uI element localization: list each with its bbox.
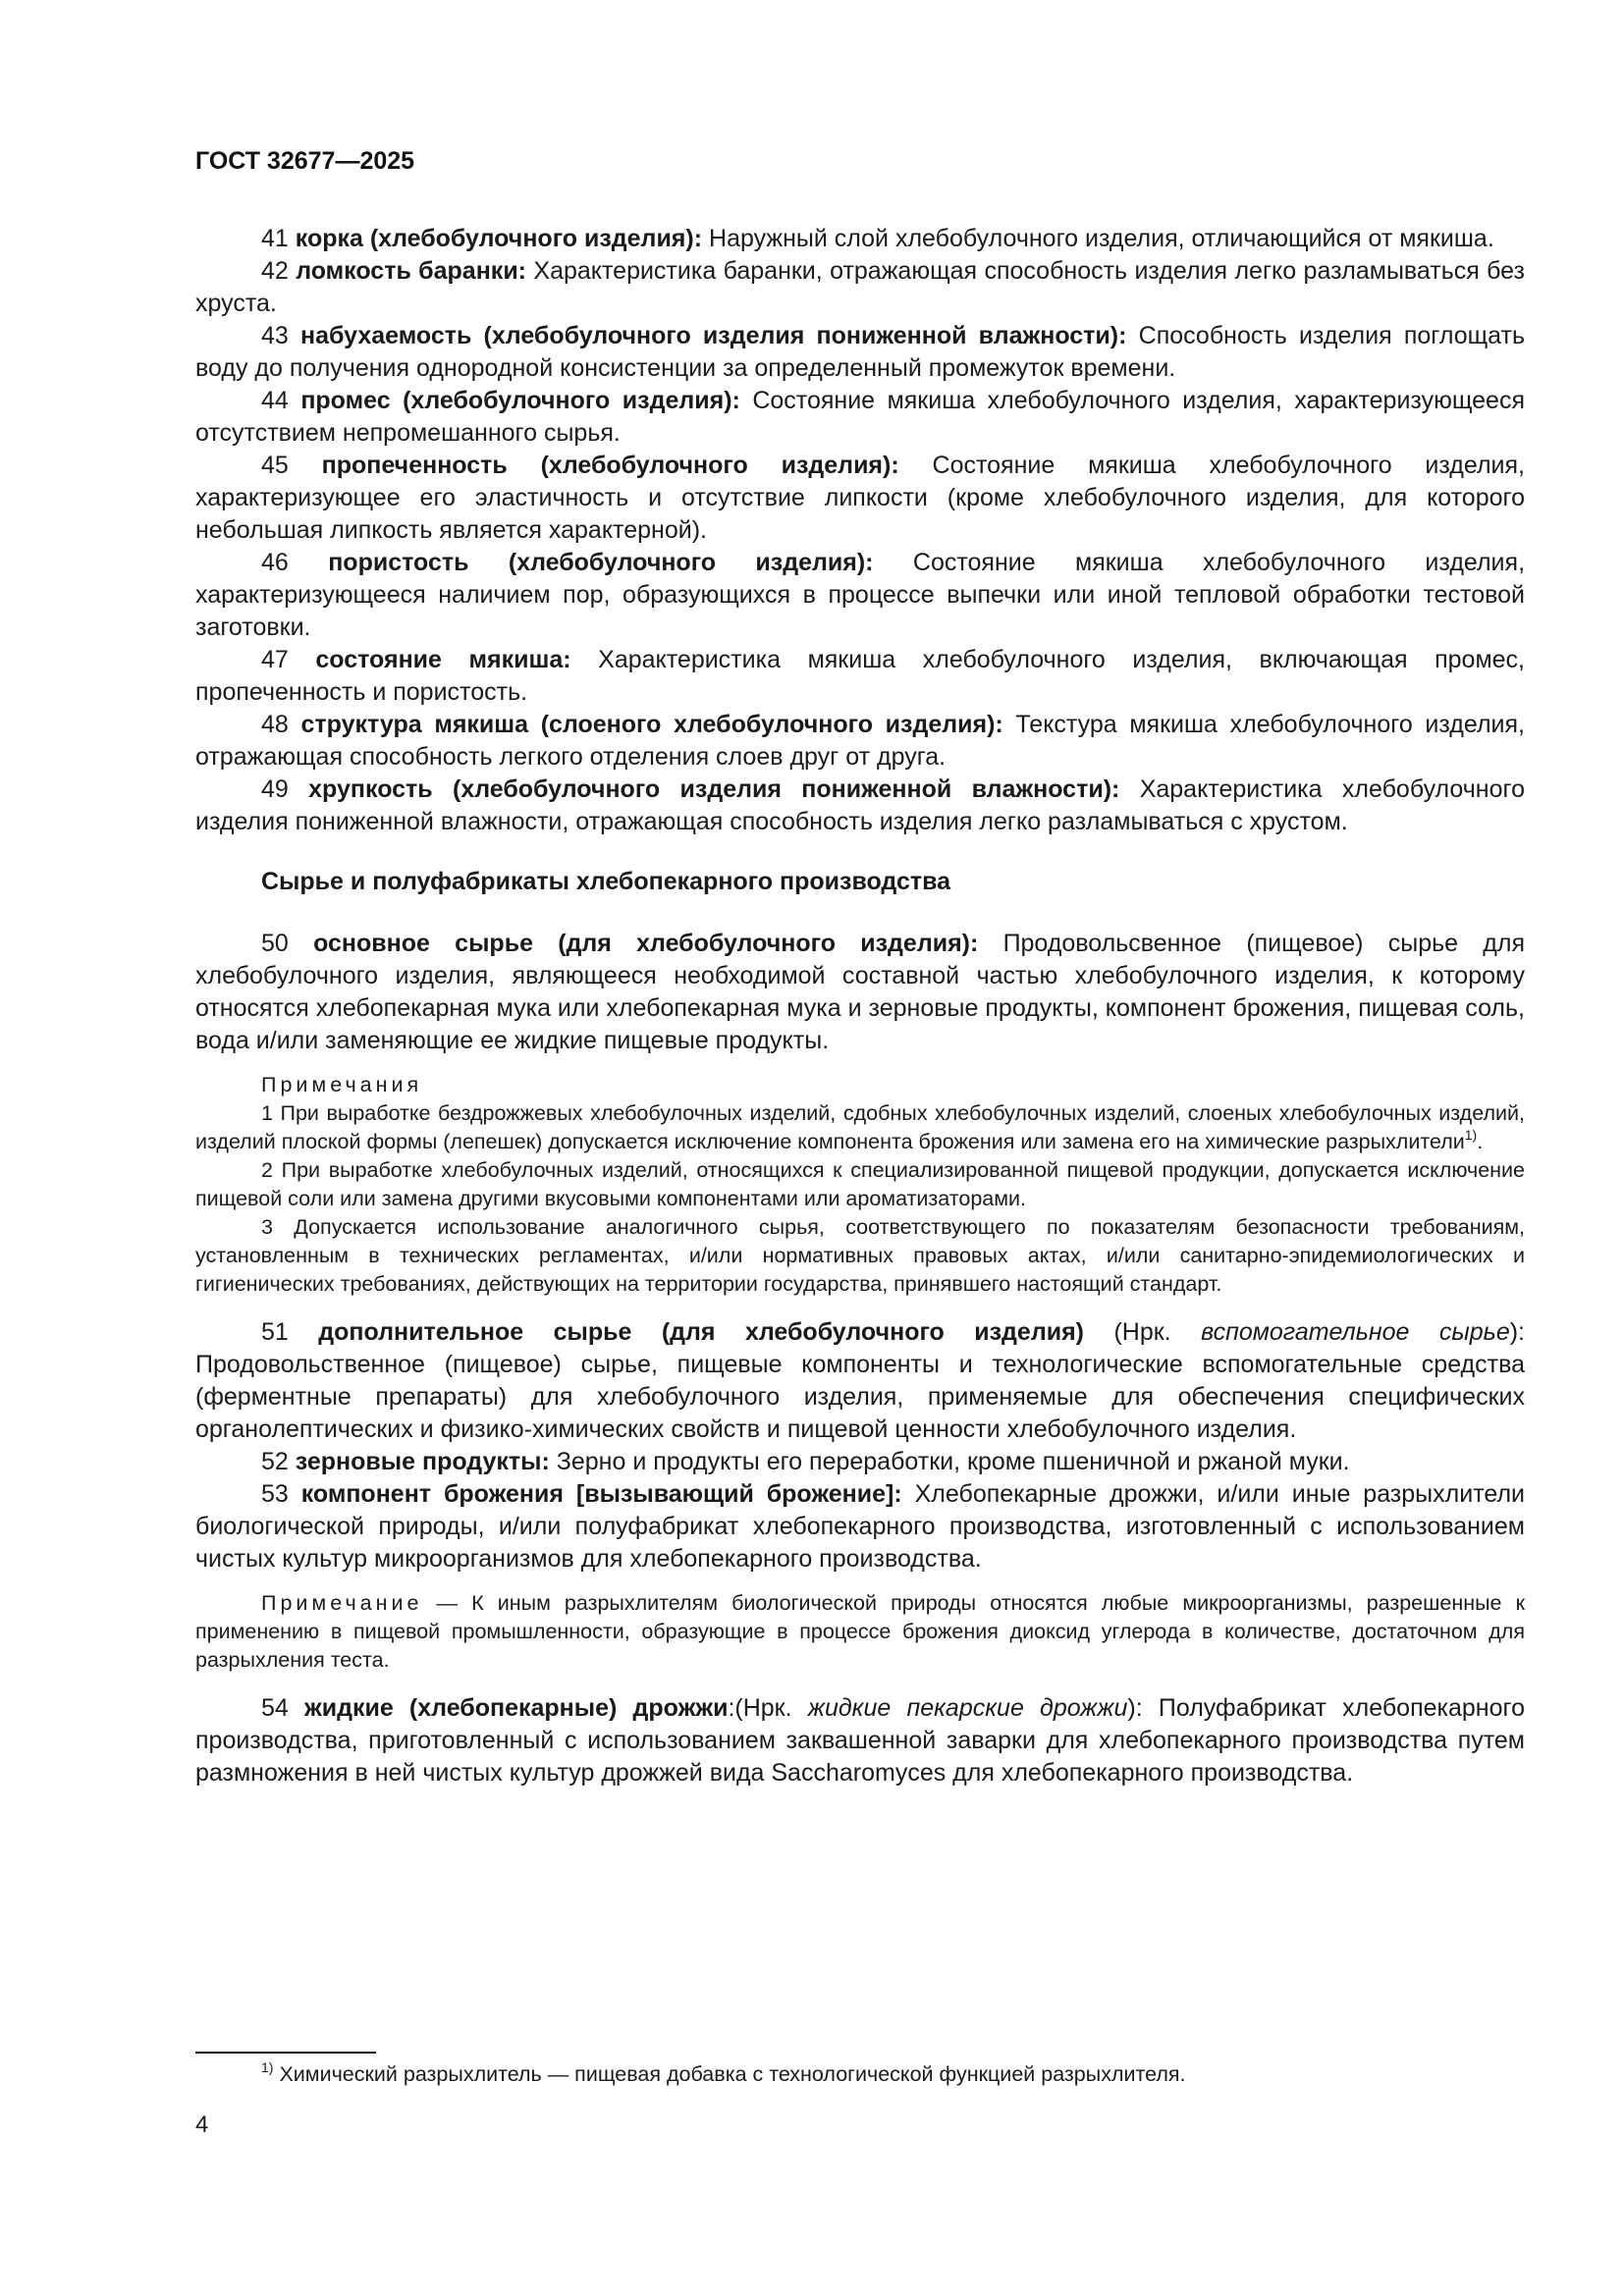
term-definition: Состояние мякиша хлебобулочного изделия, характеризующее его эластичность и отсутствие липкости (кроме хлебобулочного изделия, для которого небольшая липкость является характерной).	[195, 452, 1526, 544]
term-entry	[195, 385, 1525, 450]
term-number: 45	[261, 452, 289, 479]
note-text: При выработке хлебобулочных изделий, относящихся к специализированной пищевой продукции, допускается исключение пищевой соли или замена другими вкусовыми компонентами или ароматизаторами.	[195, 1158, 1525, 1210]
term-number: 54	[261, 1694, 289, 1722]
term-number: 52	[261, 1448, 289, 1475]
term-number: 53	[261, 1480, 289, 1508]
term-synonym: вспомогательное сырье	[1201, 1318, 1510, 1346]
term-name: основное сырье (для хлебобулочного изделия):	[313, 930, 979, 957]
note-item	[195, 1213, 1525, 1299]
term-definition: Хлебопекарные дрожжи, и/или иные разрыхлители биологической природы, и/или полуфабрикат хлебопекарного производства, изготовленный с использованием чистых культур микроорганизмов для хлебопекарного производства.	[195, 1480, 1525, 1573]
note-end: .	[1477, 1130, 1484, 1153]
term-number: 49	[261, 775, 289, 803]
term-number: 44	[261, 387, 289, 414]
term-name: промес (хлебобулочного изделия):	[300, 387, 740, 414]
term-number: 42	[261, 257, 289, 285]
term-definition: Зерно и продукты его переработки, кроме пшеничной и ржаной муки.	[556, 1448, 1350, 1475]
term-entry	[195, 1316, 1525, 1446]
synonym-suffix: ):	[1509, 1318, 1526, 1346]
term-definition: Наружный слой хлебобулочного изделия, отличающийся от мякиша.	[709, 225, 1494, 252]
term-definition: Состояние мякиша хлебобулочного изделия, характеризующееся наличием пор, образующихся в процессе выпечки или иной тепловой обработки тестовой заготовки.	[195, 549, 1526, 641]
term-definition: Способность изделия поглощать воду до получения однородной консистенции за определенный промежуток времени.	[195, 322, 1526, 382]
term-name: корка (хлебобулочного изделия):	[295, 225, 703, 252]
synonym-suffix: ):	[1127, 1694, 1143, 1722]
section-heading: Сырье и полуфабрикаты хлебопекарного производства	[261, 868, 951, 895]
term-definition: Текстура мякиша хлебобулочного изделия, отражающая способность легкого отделения слоев друг от друга.	[195, 711, 1525, 771]
document-header: ГОСТ 32677—2025	[195, 147, 415, 175]
term-definition: Характеристика мякиша хлебобулочного изделия, включающая промес, пропеченность и пористость.	[195, 646, 1525, 706]
page-number: 4	[195, 2111, 209, 2138]
note-item	[195, 1099, 1525, 1156]
term-definition: Состояние мякиша хлебобулочного изделия, характеризующееся отсутствием непромешанного сырья.	[195, 387, 1525, 447]
term-entry	[195, 928, 1525, 1057]
term-entry	[195, 774, 1525, 838]
term-number: 41	[261, 225, 289, 252]
footnote-marker: 1)	[261, 2059, 274, 2075]
term-entry	[195, 450, 1525, 547]
note-text: При выработке бездрожжевых хлебобулочных изделий, сдобных хлебобулочных изделий, слоеных хлебобулочных изделий, изделий плоской формы (лепешек) допускается исключение компонента брожения или замена его на химические разрыхлители	[195, 1101, 1525, 1153]
note-item	[195, 1589, 1525, 1675]
term-name: состояние мякиша:	[315, 646, 571, 673]
footnote-reference: 1)	[1464, 1127, 1478, 1143]
term-name: пористость (хлебобулочного изделия):	[328, 549, 874, 576]
note-text: Допускается использование аналогичного сырья, соответствующего по показателям безопасности требованиям, установленным в технических регламентах, и/или нормативных правовых актах, и/или санитарно-эпидемиологических и гигиенических требованиях, действующих на территории государства, принявшего настоящий стандарт.	[195, 1215, 1525, 1296]
term-number: 50	[261, 930, 289, 957]
term-entry	[195, 709, 1525, 774]
term-definition: Характеристика баранки, отражающая способность изделия легко разламываться без хруста.	[195, 257, 1525, 317]
term-number: 46	[261, 549, 289, 576]
synonym-prefix: :(Нрк.	[728, 1694, 792, 1722]
footnote-divider	[195, 2052, 376, 2054]
term-entry	[195, 1446, 1525, 1478]
notes-heading: Примечания	[261, 1073, 423, 1096]
term-entry	[195, 223, 1525, 255]
term-number: 51	[261, 1318, 289, 1346]
term-number: 47	[261, 646, 289, 673]
notes-block	[195, 1071, 1525, 1299]
term-definition: Полуфабрикат хлебопекарного производства, приготовленный с использованием заквашенной заварки для хлебопекарного производства путем размножения в ней чистых культур дрожжей вида Saccharomyces для хлебопекарного производства.	[195, 1694, 1525, 1787]
term-definition: Продовольственное (пищевое) сырье, пищевые компоненты и технологические вспомогательные средства (ферментные препараты) для хлебобулочного изделия, применяемые для обеспечения специфических органолептических и физико-химических свойств и пищевой ценности хлебобулочного изделия.	[195, 1351, 1525, 1443]
note-number: 3	[261, 1215, 273, 1239]
footnote-text: Химический разрыхлитель — пищевая добавка с технологической функцией разрыхлителя.	[279, 2062, 1186, 2086]
term-entry	[195, 320, 1525, 385]
term-number: 48	[261, 711, 289, 738]
term-entry	[195, 644, 1525, 709]
term-definition: Характеристика хлебобулочного изделия пониженной влажности, отражающая способность изделия легко разламываться с хрустом.	[195, 775, 1525, 835]
term-entry	[195, 1478, 1525, 1575]
term-list	[195, 223, 1525, 838]
note-block	[195, 1589, 1525, 1675]
term-name: пропеченность (хлебобулочного изделия):	[321, 452, 899, 479]
document-body	[195, 223, 1525, 1789]
term-name: ломкость баранки:	[296, 257, 527, 285]
term-synonym: жидкие пекарские дрожжи	[807, 1694, 1128, 1722]
synonym-prefix: (Нрк.	[1113, 1318, 1171, 1346]
term-name: дополнительное сырье (для хлебобулочного изделия)	[318, 1318, 1084, 1346]
term-name: структура мякиша (слоеного хлебобулочного изделия):	[300, 711, 1003, 738]
note-text: — К иным разрыхлителям биологической природы относятся любые микроорганизмы, разрешенные к применению в пищевой промышленности, образующие в процессе брожения диоксид углерода в количестве, достаточном для разрыхления теста.	[195, 1591, 1525, 1672]
term-entry	[195, 547, 1525, 644]
note-label: Примечание	[261, 1591, 423, 1615]
term-name: зерновые продукты:	[295, 1448, 550, 1475]
note-number: 1	[261, 1101, 273, 1125]
term-number: 43	[261, 322, 289, 349]
term-name: компонент брожения [вызывающий брожение]:	[300, 1480, 902, 1508]
term-definition: Продовольсвенное (пищевое) сырье для хлебобулочного изделия, являющееся необходимой составной частью хлебобулочного изделия, к которому относятся хлебопекарная мука или хлебопекарная мука и зерновые продукты, компонент брожения, пищевая соль, вода и/или заменяющие ее жидкие пищевые продукты.	[195, 930, 1525, 1054]
term-name: жидкие (хлебопекарные) дрожжи	[304, 1694, 729, 1722]
term-entry	[195, 1692, 1525, 1789]
term-entry	[195, 255, 1525, 320]
note-number: 2	[261, 1158, 273, 1182]
term-name: набухаемость (хлебобулочного изделия пониженной влажности):	[300, 322, 1127, 349]
term-name: хрупкость (хлебобулочного изделия пониженной влажности):	[308, 775, 1120, 803]
note-item	[195, 1156, 1525, 1213]
footnote	[261, 2060, 1524, 2089]
